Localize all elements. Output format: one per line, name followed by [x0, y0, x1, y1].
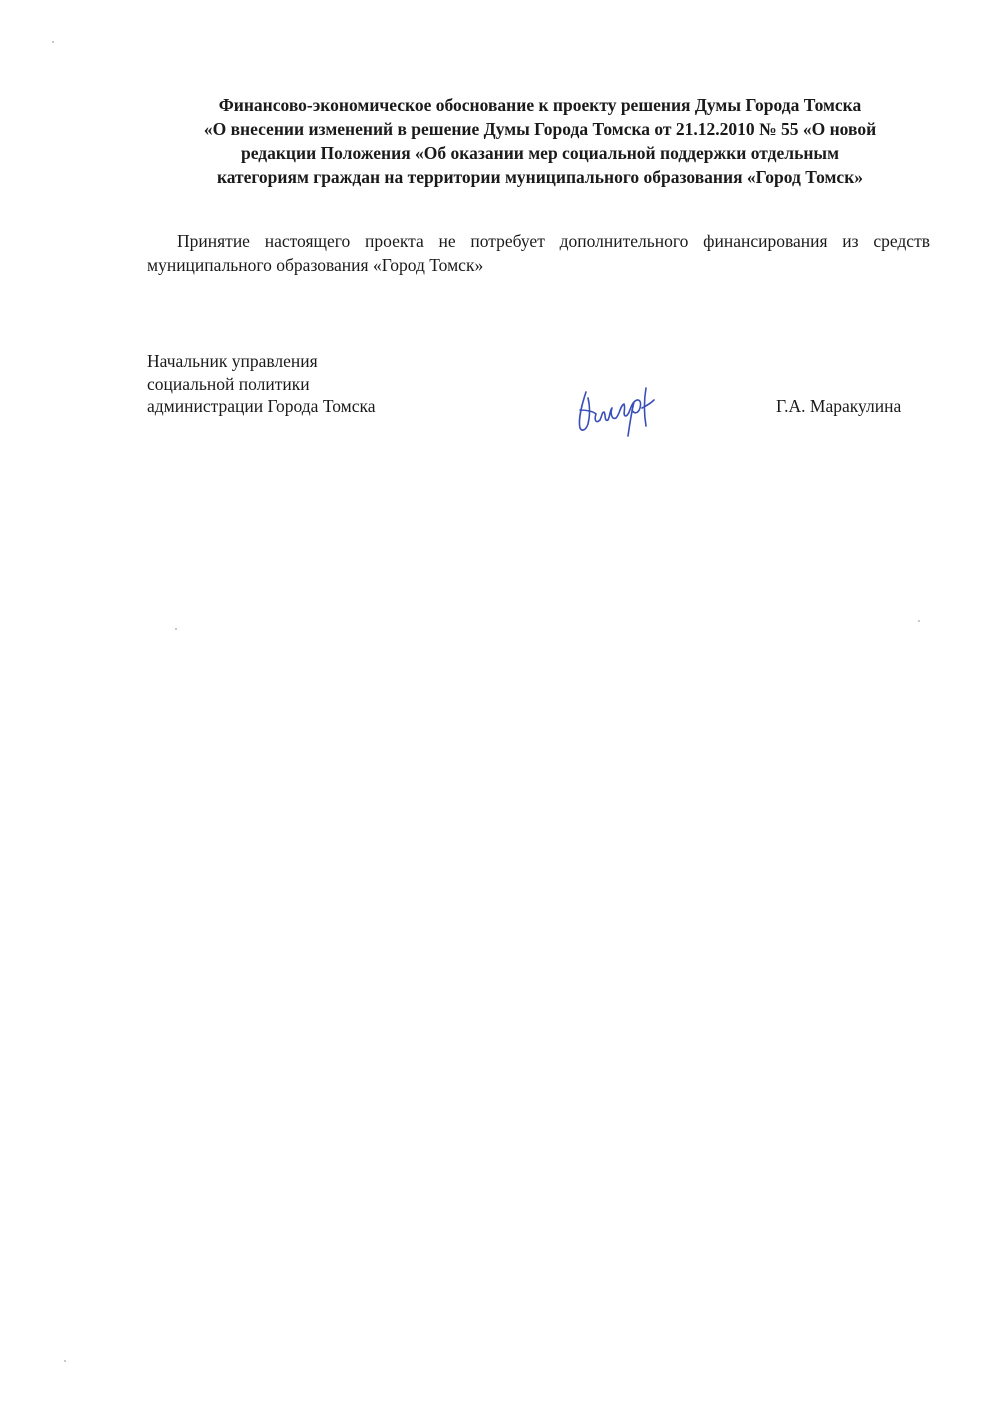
body-paragraph: Принятие настоящего проекта не потребует дополнительного финансирования из средств муниципального образования «Город Томск»	[147, 230, 930, 275]
scan-speck	[918, 620, 920, 622]
title-line-1: Финансово-экономическое обоснование к проекту решения Думы Города Томска	[218, 95, 862, 115]
title-line-2: «О внесении изменений в решение Думы Города Томска от 21.12.2010 № 55 «О новой	[203, 119, 877, 139]
document-title	[100, 93, 980, 189]
scan-speck	[52, 41, 54, 43]
title-line-3: редакции Положения «Об оказании мер социальной поддержки отдельным	[240, 143, 840, 163]
position-line-1: Начальник управления	[147, 351, 318, 371]
scan-speck	[64, 1360, 66, 1362]
scan-speck	[175, 628, 177, 630]
position-line-3: администрации Города Томска	[147, 396, 376, 416]
signatory-position	[147, 350, 375, 418]
signer-name: Г.А. Маракулина	[776, 396, 902, 416]
position-line-2: социальной политики	[147, 373, 310, 394]
handwritten-signature	[572, 380, 672, 440]
title-line-4: категориям граждан на территории муниципального образования «Город Томск»	[216, 167, 864, 187]
